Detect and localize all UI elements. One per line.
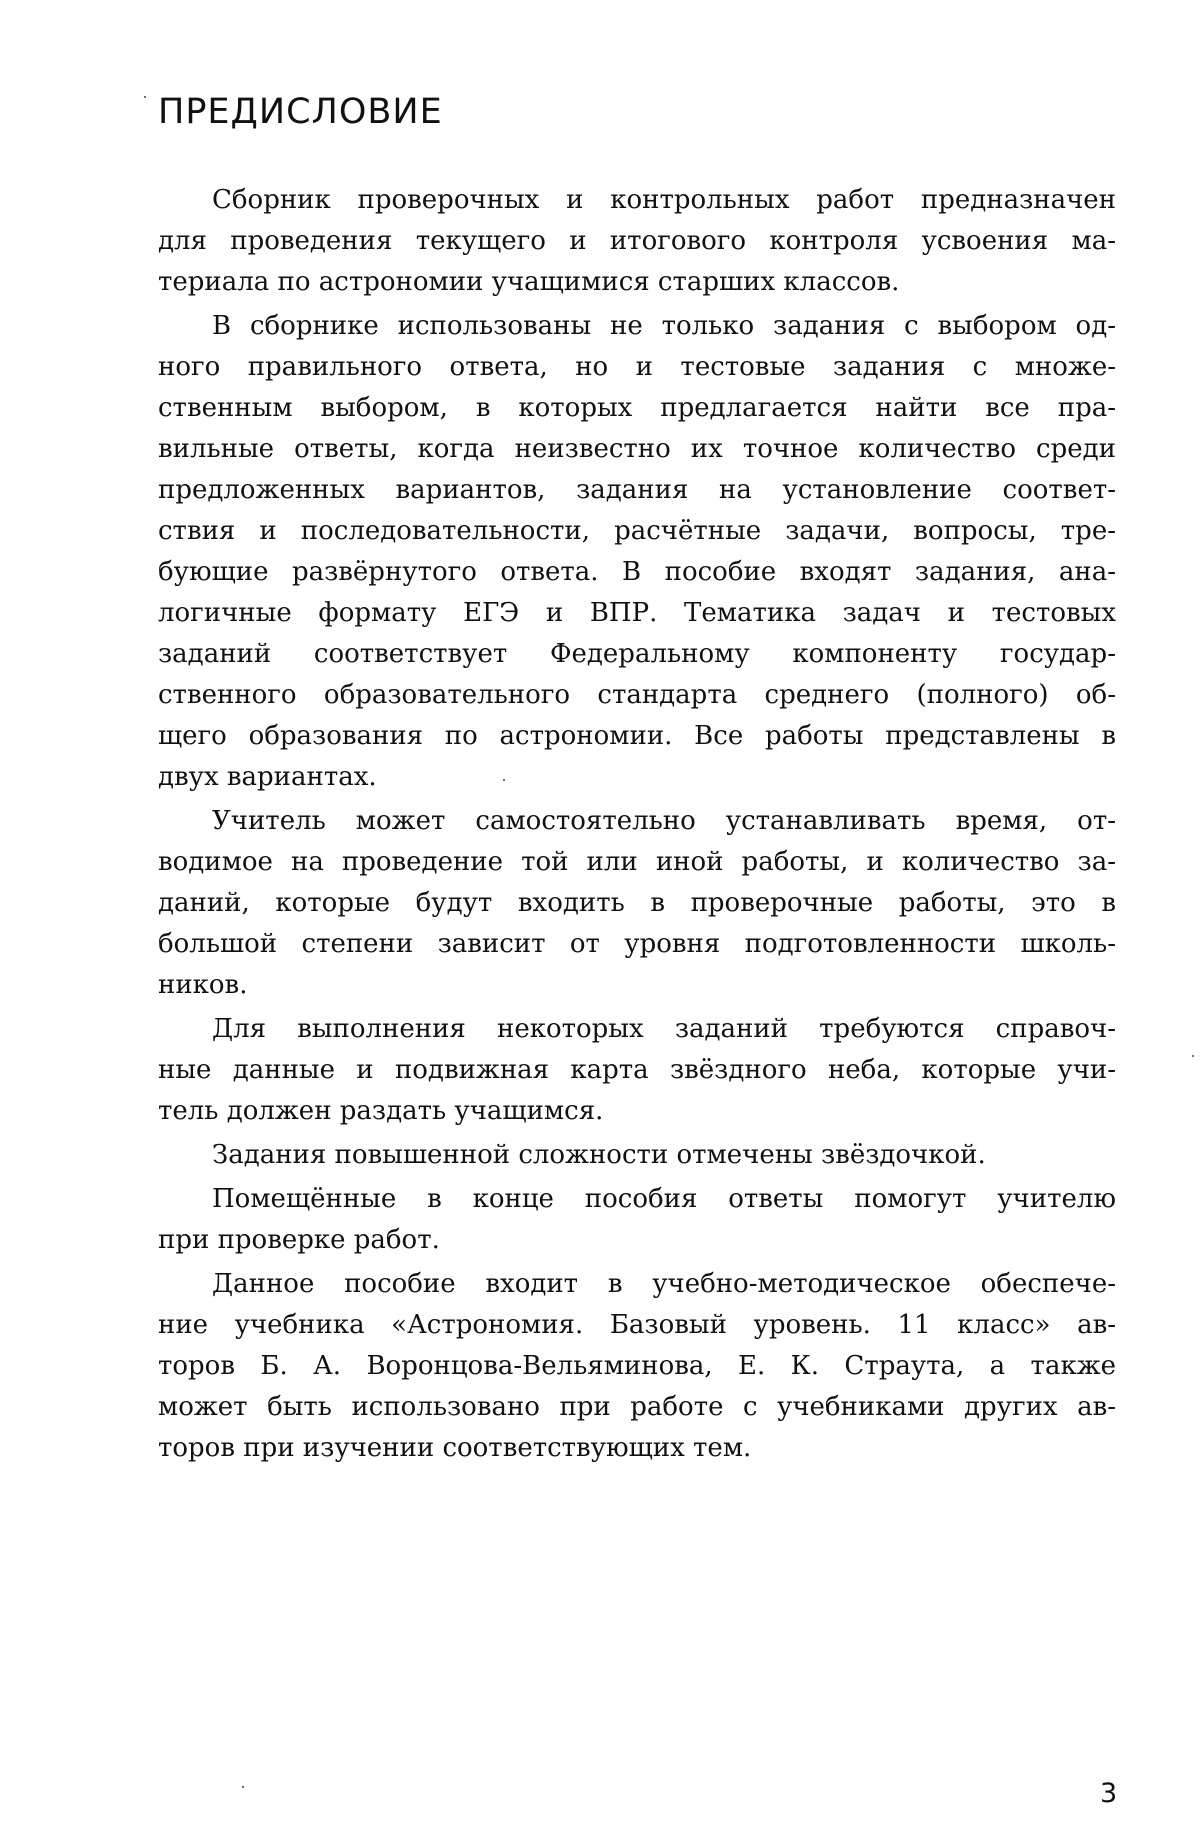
text-line: Для выполнения некоторых заданий требуются справоч- <box>212 1014 1116 1044</box>
text-line: водимое на проведение той или иной работы, и количество за- <box>158 847 1116 877</box>
paragraph <box>158 801 1116 1006</box>
text-line: Сборник проверочных и контрольных работ предназначен <box>212 185 1116 215</box>
text-line: Данное пособие входит в учебно-методическое обеспече- <box>212 1269 1116 1299</box>
scan-speck <box>1192 1055 1194 1057</box>
paragraph <box>158 1179 1116 1261</box>
text-line: даний, которые будут входить в проверочные работы, это в <box>158 888 1116 918</box>
text-line: логичные формату ЕГЭ и ВПР. Тематика задач и тестовых <box>158 598 1116 628</box>
text-line: ствия и последовательности, расчётные задачи, вопросы, тре- <box>158 516 1116 546</box>
text-line: ние учебника «Астрономия. Базовый уровень. 11 класс» ав- <box>158 1310 1116 1340</box>
text-line: териала по астрономии учащимися старших классов. <box>158 267 900 297</box>
paragraph <box>158 1264 1116 1469</box>
text-line: Помещённые в конце пособия ответы помогут учителю <box>212 1184 1116 1214</box>
text-line: большой степени зависит от уровня подготовленности школь- <box>158 929 1116 959</box>
text-line: при проверке работ. <box>158 1225 440 1255</box>
text-line: может быть использовано при работе с учебниками других ав- <box>158 1392 1116 1422</box>
text-line: ного правильного ответа, но и тестовые задания с множе- <box>158 352 1116 382</box>
text-line: бующие развёрнутого ответа. В пособие входят задания, ана- <box>158 557 1116 587</box>
page-number: 3 <box>1100 1778 1118 1809</box>
text-line: ственного образовательного стандарта среднего (полного) об- <box>158 680 1116 710</box>
text-line: Учитель может самостоятельно устанавливать время, от- <box>212 806 1116 836</box>
text-line: предложенных вариантов, задания на установление соответ- <box>158 475 1116 505</box>
text-line: двух вариантах. <box>158 762 377 792</box>
paragraph <box>158 180 1116 303</box>
text-line: вильные ответы, когда неизвестно их точное количество среди <box>158 434 1116 464</box>
text-line: ственным выбором, в которых предлагается найти все пра- <box>158 393 1116 423</box>
foreword-body <box>158 180 1116 1469</box>
text-line: щего образования по астрономии. Все работы представлены в <box>158 721 1116 751</box>
scan-speck <box>242 1786 244 1788</box>
paragraph <box>158 1135 1116 1176</box>
text-line: тель должен раздать учащимся. <box>158 1096 604 1126</box>
page-title: ПРЕДИСЛОВИЕ <box>158 92 443 132</box>
text-line: Задания повышенной сложности отмечены звёздочкой. <box>212 1140 986 1170</box>
text-line: для проведения текущего и итогового контроля усвоения ма- <box>158 226 1116 256</box>
text-line: торов Б. А. Воронцова-Вельяминова, Е. К. Страута, а также <box>158 1351 1116 1381</box>
text-line: заданий соответствует Федеральному компоненту государ- <box>158 639 1116 669</box>
paragraph <box>158 1009 1116 1132</box>
text-line: ные данные и подвижная карта звёздного неба, которые учи- <box>158 1055 1116 1085</box>
paragraph <box>158 306 1116 798</box>
scan-speck <box>144 96 146 98</box>
text-line: торов при изучении соответствующих тем. <box>158 1433 752 1463</box>
text-line: В сборнике использованы не только задания с выбором од- <box>212 311 1116 341</box>
scan-speck <box>503 779 505 781</box>
text-line: ников. <box>158 970 248 1000</box>
